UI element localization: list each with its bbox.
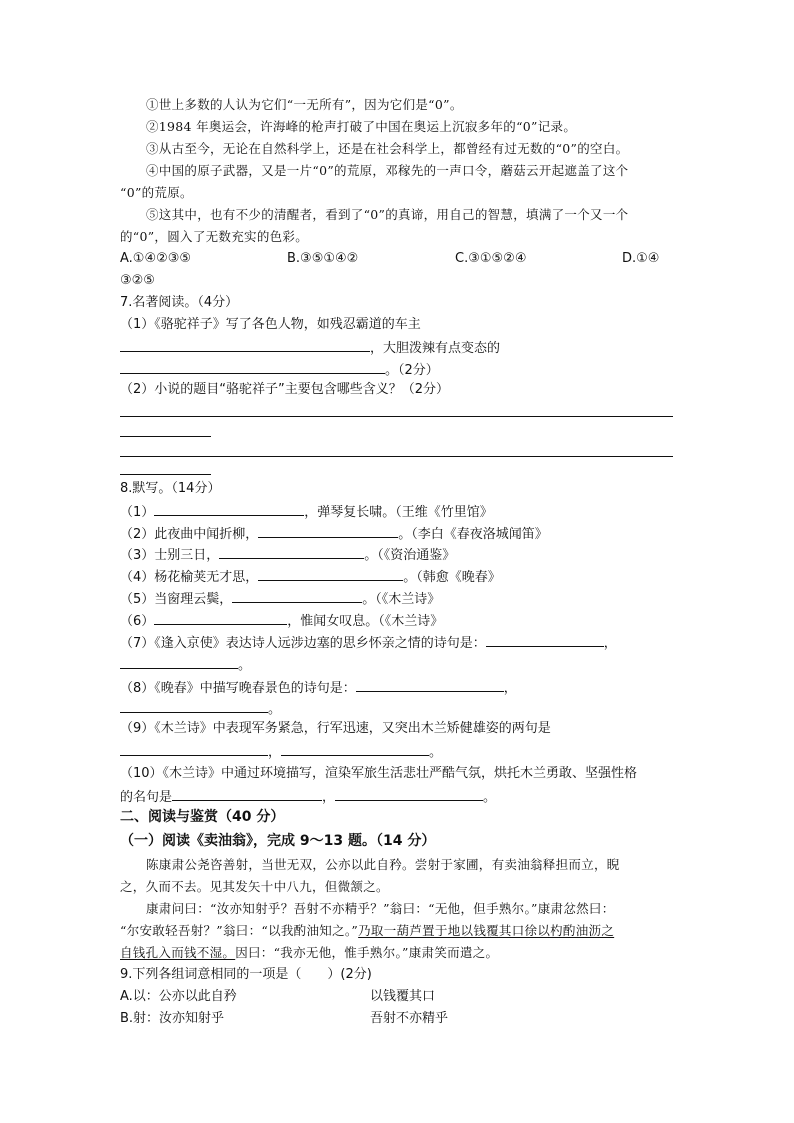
q8-blank[interactable] [335, 787, 483, 801]
q8-text: （5）当窗理云鬓， [120, 592, 233, 607]
q8-text: 。 [483, 790, 497, 805]
q8-text: （8）《晚春》中描写晚春景色的诗句是： [120, 681, 356, 696]
q8-text: （6） [120, 614, 155, 629]
q8-line-6 [120, 611, 443, 631]
q8-line-7 [120, 633, 617, 653]
q9-option-a-pair: 以钱覆其口 [370, 989, 436, 1004]
section-heading: 二、阅读与鉴赏（40 分） [120, 809, 285, 825]
q8-text: （3）士别三日， [120, 548, 220, 563]
q7-part1: （1）《骆驼祥子》写了各色人物，如残忍霸道的车主 [120, 317, 421, 332]
sort-item-3: ③从古至今，无论在自然科学上，还是在社会科学上，都曾经有过无数的“0”的空白。 [146, 141, 629, 156]
sort-item-4: ④中国的原子武器，又是一片“0”的荒原，邓稼先的一声口令，蘑菇云开起遮盖了这个 [146, 163, 629, 178]
q8-blank[interactable] [232, 589, 362, 603]
option-d-cont: ③②⑤ [120, 273, 155, 288]
q8-line-10: （10）《木兰诗》中通过环境描写，渲染军旅生活悲壮严酷气氛，烘托木兰勇敢、坚强性格 [120, 766, 638, 781]
option-b: B.③⑤①④② [287, 251, 359, 266]
q9-option-a: A.以：公亦以此自矜 [120, 989, 237, 1004]
q7-part1-text: ，大胆泼辣有点变态的 [370, 341, 501, 356]
q7-part2: （2）小说的题目“骆驼祥子”主要包含哪些含义？（2分） [120, 382, 450, 397]
q8-text: ， [322, 790, 336, 805]
q7-blank-2[interactable] [120, 360, 385, 374]
passage-text: 因曰：“我亦无他，惟手熟尔。”康肃笑而遣之。 [235, 945, 499, 960]
q8-text: ， [268, 745, 282, 760]
sort-item-1: ①世上多数的人认为它们“一无所有”，因为它们是“0”。 [146, 97, 463, 112]
q8-text: （2）此夜曲中闻折柳， [120, 527, 259, 542]
sort-item-5: ⑤这其中，也有不少的清醒者，看到了“0”的真谛，用自己的智慧，填满了一个又一个 [146, 207, 629, 222]
q7-part1-score: 。（2分） [385, 363, 439, 378]
q8-text: ，弹琴复长啸。（王维《竹里馆》 [304, 505, 493, 520]
q8-blank[interactable] [219, 545, 364, 559]
sort-item-4-cont: “0”的荒原。 [120, 185, 193, 200]
q8-line-2 [120, 524, 548, 544]
q8-text: 。（《资治通鉴》 [364, 548, 456, 563]
answer-line[interactable] [120, 416, 673, 417]
q8-text: 的名句是 [120, 790, 173, 805]
q8-line-10-cont [120, 787, 496, 807]
q8-line-8-cont [120, 699, 281, 719]
q8-blank[interactable] [120, 699, 268, 713]
passage-text: “尔安敢轻吾射？”翁曰：“以我酌油知之。” [120, 923, 359, 938]
q8-blank[interactable] [172, 787, 322, 801]
sort-item-5-cont: 的“0”，圆入了无数充实的色彩。 [120, 229, 309, 244]
q8-blank[interactable] [154, 502, 304, 516]
q8-blank[interactable] [486, 633, 604, 647]
underlined-sentence: 乃取一葫芦置于地以钱覆其口徐以杓酌油沥之 [358, 923, 615, 938]
q8-text: ， [603, 636, 617, 651]
passage-line: 陈康肃公尧咨善射，当世无双，公亦以此自矜。尝射于家圃，有卖油翁释担而立，睨 [146, 857, 620, 872]
q8-blank[interactable] [120, 655, 238, 669]
answer-line[interactable] [120, 436, 211, 437]
q8-text: （4）杨花榆荚无才思， [120, 570, 259, 585]
q8-line-4 [120, 567, 501, 587]
q8-title: 8.默写。（14分） [120, 481, 221, 496]
subsection-heading: （一）阅读《卖油翁》，完成 9～13 题。（14 分） [120, 833, 436, 849]
q8-text: 。（韩愈《晚春》 [403, 570, 501, 585]
q8-text: 。（《木兰诗》 [362, 592, 441, 607]
q8-line-9-cont [120, 742, 442, 762]
q8-line-9: （9）《木兰诗》中表现军务紧急，行军迅速，又突出木兰矫健雄姿的两句是 [120, 721, 551, 736]
q8-line-5 [120, 589, 440, 609]
q8-text: ，惟闻女叹息。（《木兰诗》 [287, 614, 444, 629]
q8-text: 。 [238, 658, 252, 673]
option-c: C.③①⑤②④ [455, 251, 527, 266]
option-a: A.①④②③⑤ [120, 251, 192, 266]
passage-line: 之，久而不去。见其发矢十中八九，但微颔之。 [120, 879, 389, 894]
underlined-sentence: 自钱孔入而钱不湿。 [120, 945, 236, 960]
q8-blank[interactable] [356, 678, 504, 692]
q8-text: ， [503, 681, 517, 696]
passage-line [120, 944, 498, 962]
q9-title: 9.下列各组词意相同的一项是（ ）(2分) [120, 967, 372, 982]
passage-line [120, 922, 614, 940]
q8-blank[interactable] [120, 742, 268, 756]
option-d: D.①④ [622, 251, 660, 266]
q8-text: 。 [429, 745, 443, 760]
passage-line: 康肃问曰：“汝亦知射乎？吾射不亦精乎？”翁曰：“无他，但手熟尔。”康肃忿然曰： [146, 901, 615, 916]
q7-part1-line3 [120, 360, 439, 380]
q8-text: （7）《逢入京使》表达诗人远涉边塞的思乡怀亲之情的诗句是： [120, 636, 486, 651]
q8-blank[interactable] [258, 524, 398, 538]
q7-blank-1[interactable] [120, 338, 370, 352]
q7-title: 7.名著阅读。（4分） [120, 295, 239, 310]
q8-text: 。 [268, 702, 282, 717]
q9-option-b-pair: 吾射不亦精乎 [370, 1011, 449, 1026]
q8-line-3 [120, 545, 455, 565]
q8-text: 。（李白《春夜洛城闻笛》 [398, 527, 548, 542]
sort-item-2: ②1984 年奥运会，许海峰的枪声打破了中国在奥运上沉寂多年的“0”记录。 [146, 119, 577, 134]
q8-blank[interactable] [258, 567, 403, 581]
q8-num-1: （1） [120, 505, 155, 520]
q8-line-7-cont [120, 655, 251, 675]
answer-line[interactable] [120, 474, 211, 475]
q9-option-b: B.射：汝亦知射乎 [120, 1011, 225, 1026]
q8-line-1 [120, 502, 493, 522]
answer-line[interactable] [120, 456, 673, 457]
q8-blank[interactable] [154, 611, 287, 625]
q8-blank[interactable] [281, 742, 429, 756]
q7-part1-line2 [120, 338, 500, 358]
q8-line-8 [120, 678, 517, 698]
